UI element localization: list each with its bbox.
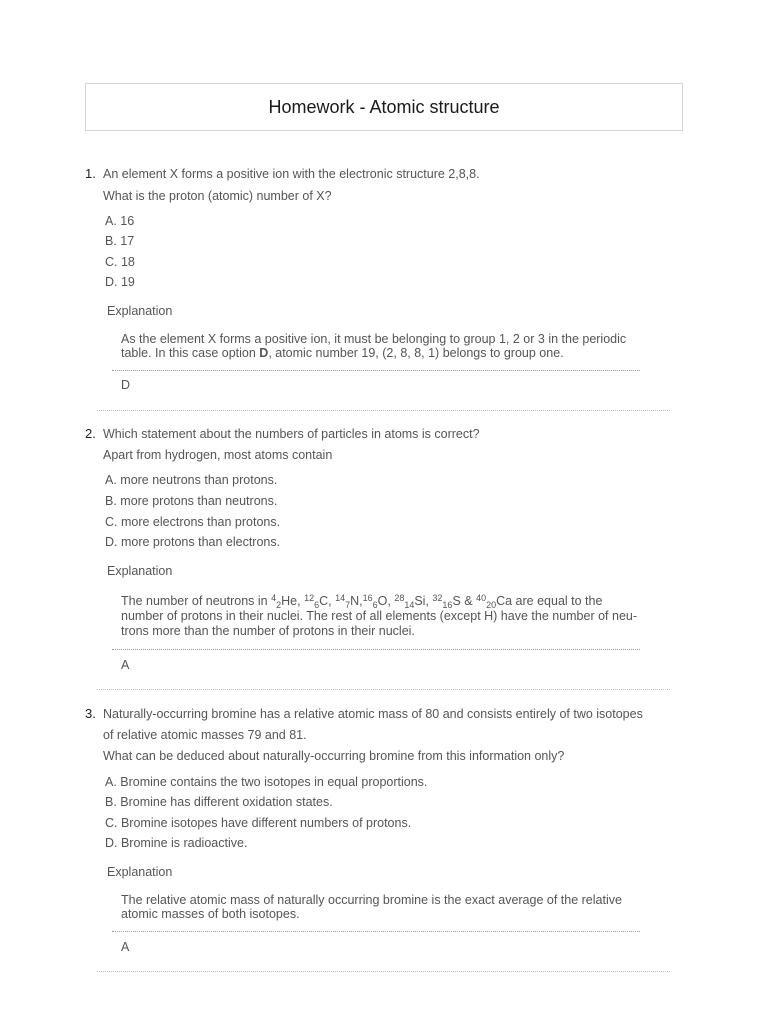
explanation-text: [121, 893, 651, 921]
mass-number: 12: [304, 593, 315, 603]
element-symbol: Si,: [414, 594, 433, 608]
explanation-line: As the element X forms a positive ion, it must be belonging to group 1, 2 or 3 in the periodic: [121, 332, 627, 346]
explanation-label: Explanation: [107, 304, 173, 318]
explanation-line: The relative atomic mass of naturally occurring bromine is the exact average of the relative: [121, 893, 622, 907]
atomic-number: 16: [442, 600, 453, 610]
mass-number: 4: [271, 593, 277, 603]
element-symbol: Ca are equal to the: [496, 594, 603, 608]
answer-divider: [112, 649, 640, 650]
mass-number: 16: [362, 593, 373, 603]
explanation-text: [121, 332, 651, 360]
atomic-number: 14: [404, 600, 415, 610]
element-symbol: S &: [452, 594, 477, 608]
question-text: What is the proton (atomic) number of X?: [103, 189, 332, 203]
explanation-line: [121, 346, 651, 360]
mass-number: 28: [394, 593, 405, 603]
option-c: C. Bromine isotopes have different numbers of protons.: [105, 816, 412, 830]
question-text: An element X forms a positive ion with the electronic structure 2,8,8.: [103, 167, 480, 181]
page-title: Homework - Atomic structure: [268, 96, 500, 117]
option-c: C. 18: [105, 255, 135, 269]
atomic-number: 20: [486, 600, 497, 610]
explanation-line: atomic masses of both isotopes.: [121, 907, 300, 921]
explanation-fragment: table. In this case option: [121, 346, 260, 360]
element-symbol: N,: [350, 594, 363, 608]
answer-text: A: [121, 940, 130, 954]
explanation-label: Explanation: [107, 865, 173, 879]
option-d: D. Bromine is radioactive.: [105, 836, 248, 850]
option-a: A. Bromine contains the two isotopes in equal proportions.: [105, 775, 428, 789]
answer-divider: [112, 931, 640, 932]
option-d: D. 19: [105, 275, 135, 289]
option-b: B. more protons than neutrons.: [105, 494, 278, 508]
question-number: 2.: [85, 426, 96, 441]
explanation-label: Explanation: [107, 564, 173, 578]
option-c: C. more electrons than protons.: [105, 515, 281, 529]
title-box: [85, 83, 683, 131]
explanation-bold: D: [259, 346, 269, 360]
answer-text: D: [121, 378, 131, 392]
explanation-fragment: The number of neutrons in: [121, 594, 272, 608]
question-text: Apart from hydrogen, most atoms contain: [103, 448, 333, 462]
mass-number: 14: [335, 593, 346, 603]
mass-number: 40: [476, 593, 487, 603]
question-number: 1.: [85, 166, 96, 181]
atomic-number: 6: [372, 600, 378, 610]
element-symbol: C,: [319, 594, 336, 608]
option-a: A. 16: [105, 214, 135, 228]
atomic-number: 2: [276, 600, 282, 610]
explanation-fragment: , atomic number 19, (2, 8, 8, 1) belongs to group one.: [268, 346, 564, 360]
question-text: What can be deduced about naturally-occurring bromine from this information only?: [103, 749, 565, 763]
mass-number: 32: [432, 593, 443, 603]
option-d: D. more protons than electrons.: [105, 535, 281, 549]
atomic-number: 6: [314, 600, 320, 610]
question-text: Naturally-occurring bromine has a relative atomic mass of 80 and consists entirely of two isotopes: [103, 707, 643, 721]
question-divider: [97, 689, 670, 690]
explanation-line: trons more than the number of protons in their nuclei.: [121, 624, 415, 638]
question-divider: [97, 971, 670, 972]
answer-text: A: [121, 658, 130, 672]
explanation-line: number of protons in their nuclei. The rest of all elements (except H) have the number of neu-: [121, 609, 638, 623]
explanation-text: [121, 594, 651, 639]
element-symbol: He,: [281, 594, 305, 608]
explanation-line: [121, 594, 651, 609]
atomic-number: 7: [345, 600, 351, 610]
element-symbol: O,: [377, 594, 395, 608]
answer-divider: [112, 370, 640, 371]
question-text: of relative atomic masses 79 and 81.: [103, 728, 307, 742]
option-b: B. Bromine has different oxidation states.: [105, 795, 333, 809]
question-text: Which statement about the numbers of particles in atoms is correct?: [103, 427, 480, 441]
option-a: A. more neutrons than protons.: [105, 473, 278, 487]
question-divider: [97, 410, 670, 411]
question-number: 3.: [85, 706, 96, 721]
option-b: B. 17: [105, 234, 135, 248]
